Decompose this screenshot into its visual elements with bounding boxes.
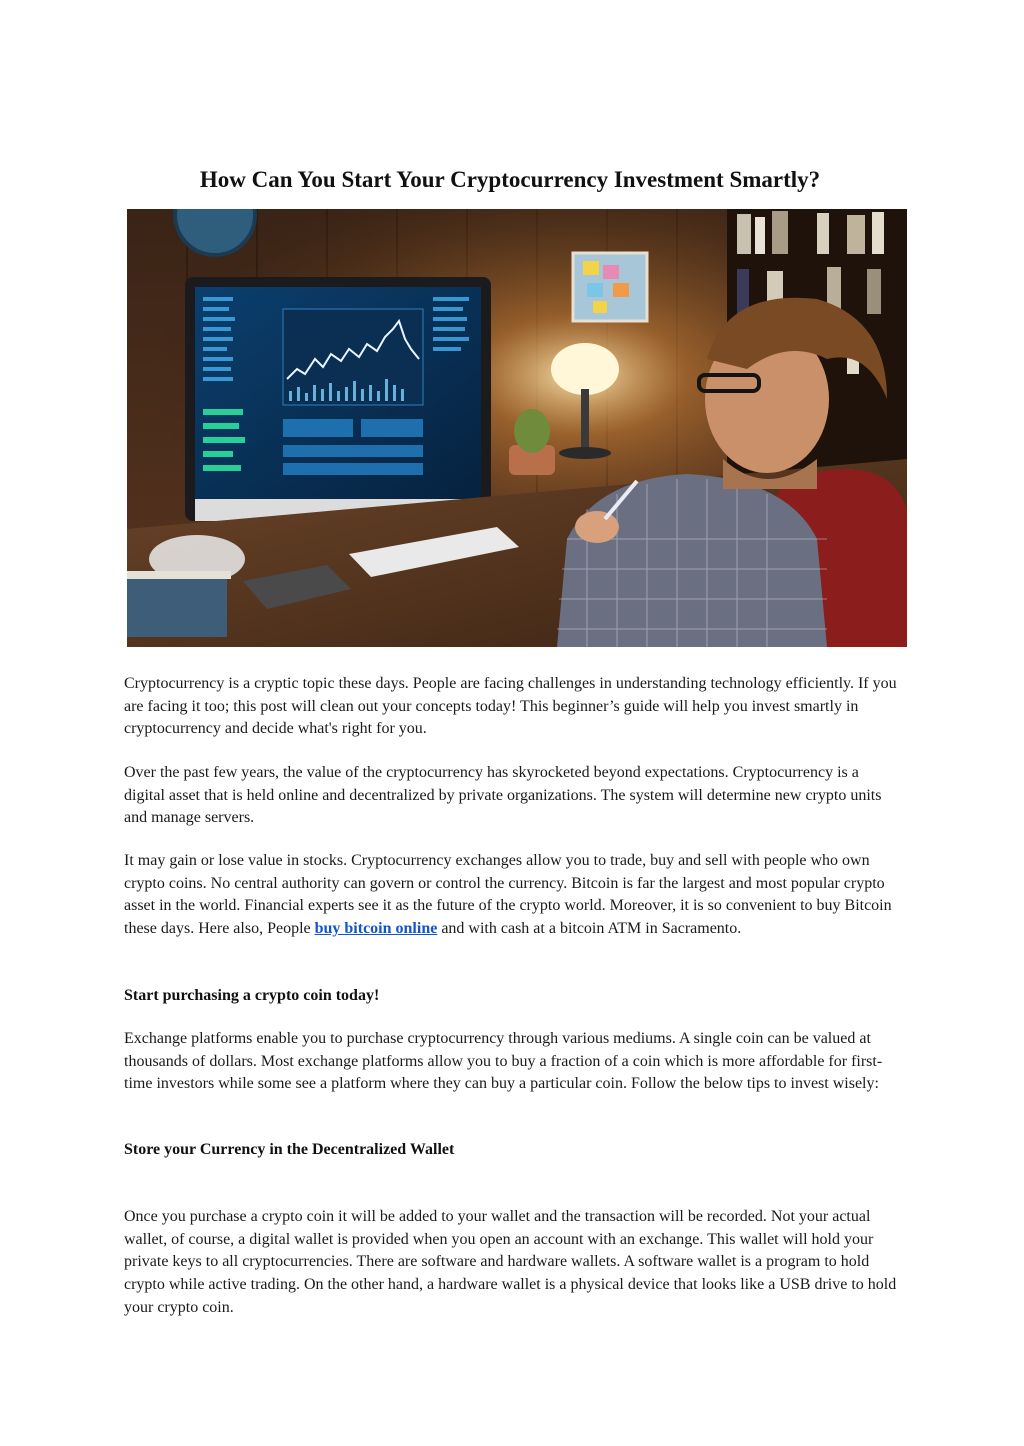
buy-bitcoin-online-link[interactable]: buy bitcoin online [314,920,438,938]
intro-paragraph: Cryptocurrency is a cryptic topic these days. People are facing challenges in understanding technology efficiently. If you are facing it too; this post will clean out your concepts today! This beginner’s guide will help you invest smartly in cryptocurrency and decide what's right for you. [124,675,897,738]
wallet-paragraph: Once you purchase a crypto coin it will be added to your wallet and the transaction will be recorded. Not your actual wallet, of course, a digital wallet is provided when you open an account with an exchange. This wallet will hold your private keys to all cryptocurrencies. There are software and hardware wallets. A software wallet is a program to hold crypto while active trading. On the other hand, a hardware wallet is a physical device that looks like a USB drive to hold your crypto coin. [124,1208,897,1316]
value-paragraph: Over the past few years, the value of the cryptocurrency has skyrocketed beyond expectations. Cryptocurrency is a digital asset that is held online and decentralized by private organizations. The system will determine new crypto units and manage servers. [124,764,882,827]
trader-at-computer-illustration-icon [127,209,907,647]
bitcoin-paragraph-text-after: and with cash at a bitcoin ATM in Sacramento. [437,920,742,938]
section-heading-start-purchasing: Start purchasing a crypto coin today! [124,987,380,1004]
bitcoin-paragraph-text-before: It may gain or lose value in stocks. Cryptocurrency exchanges allow you to trade, buy and sell with people who own crypto coins. No central authority can govern or control the currency. Bitcoin is far the largest and most popular crypto asset in the world. Financial experts see it as the future of the crypto world. Moreover, it is so convenient to buy Bitcoin these days. Here also, People [124,852,892,938]
hero-image [127,209,907,647]
section-heading-wallet: Store your Currency in the Decentralized Wallet [124,1141,455,1158]
exchange-paragraph: Exchange platforms enable you to purchase cryptocurrency through various mediums. A single coin can be valued at thousands of dollars. Most exchange platforms allow you to buy a fraction of a coin which is more affordable for first-time investors while some see a platform where they can buy a particular coin. Follow the below tips to invest wisely: [124,1030,883,1093]
page-title: How Can You Start Your Cryptocurrency Investment Smartly? [199,167,821,192]
bitcoin-paragraph [124,850,899,941]
